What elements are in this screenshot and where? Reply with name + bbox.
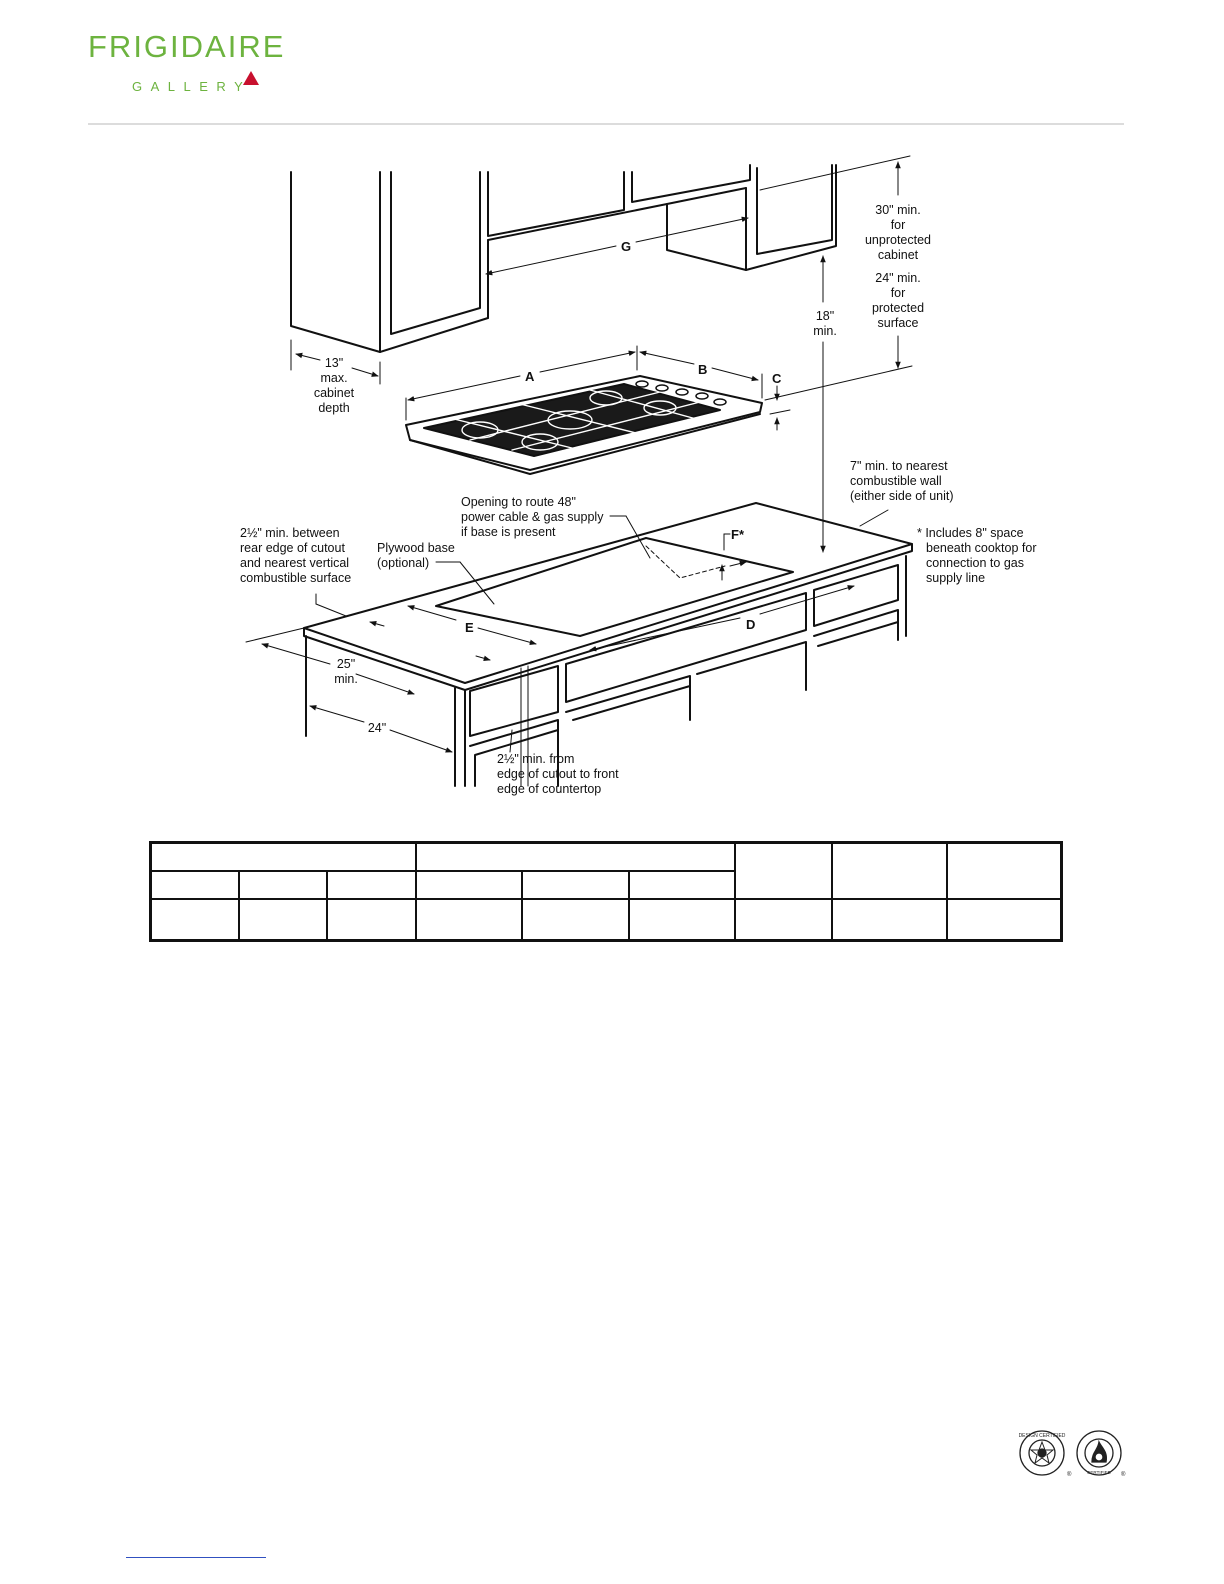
rear-clear-line4: combustible surface bbox=[240, 571, 352, 585]
includes-line2: beneath cooktop for bbox=[926, 541, 1037, 555]
table-head-group2 bbox=[416, 843, 735, 871]
min25-line2: min. bbox=[334, 672, 358, 686]
rear-clear-line3: and nearest vertical bbox=[240, 556, 350, 570]
upper-cabinets bbox=[291, 165, 836, 352]
table-sub-3 bbox=[327, 871, 416, 899]
min24-line1: 24" min. bbox=[875, 271, 921, 285]
aga-badge-text: CERTIFIED bbox=[1087, 1470, 1111, 1475]
cab-depth-line3: cabinet bbox=[313, 386, 355, 400]
min24-line3: protected bbox=[871, 301, 925, 315]
rear-clear-line2: rear edge of cutout bbox=[240, 541, 345, 555]
min30-line2: for bbox=[890, 218, 906, 232]
plywood-line2: (optional) bbox=[377, 556, 430, 570]
front-clear-line1: 2½" min. from bbox=[497, 752, 575, 766]
includes-line4: supply line bbox=[926, 571, 986, 585]
table-head-col8 bbox=[832, 843, 946, 899]
certification-badges bbox=[1018, 1428, 1128, 1480]
countertop bbox=[304, 503, 912, 690]
svg-text:®: ® bbox=[1067, 1472, 1072, 1478]
wall7-line1: 7" min. to nearest bbox=[850, 459, 948, 473]
base-cabinets bbox=[306, 556, 906, 786]
opening-line3: if base is present bbox=[461, 525, 556, 539]
opening-line1: Opening to route 48" bbox=[461, 495, 576, 509]
table-head-col9 bbox=[947, 843, 1062, 899]
plywood-line1: Plywood base bbox=[377, 541, 455, 555]
table-sub-4 bbox=[416, 871, 522, 899]
label-b: B bbox=[698, 362, 708, 377]
table-head-col7 bbox=[735, 843, 833, 899]
table-cell bbox=[327, 899, 416, 941]
dimensions-table bbox=[149, 841, 1063, 942]
min18-line2: min. bbox=[813, 324, 837, 338]
footer-link-underline[interactable] bbox=[126, 1557, 266, 1558]
table-cell bbox=[239, 899, 328, 941]
min30-line4: cabinet bbox=[877, 248, 919, 262]
min24-line4: surface bbox=[877, 316, 919, 330]
wall7-line3: (either side of unit) bbox=[850, 489, 954, 503]
table-cell bbox=[735, 899, 833, 941]
brand-name: FRIGIDAIRE bbox=[88, 29, 286, 64]
label-f: F* bbox=[731, 527, 744, 542]
label-a: A bbox=[525, 369, 535, 384]
table-head-group1 bbox=[151, 843, 416, 871]
table-row bbox=[151, 899, 1062, 941]
includes-line1: * Includes 8" space bbox=[917, 526, 1024, 540]
label-g: G bbox=[621, 239, 632, 254]
csa-badge-text: DESIGN CERTIFIED bbox=[1018, 1433, 1066, 1439]
table-sub-5 bbox=[522, 871, 628, 899]
table-cell bbox=[522, 899, 628, 941]
min24-line2: for bbox=[890, 286, 906, 300]
aga-certified-icon bbox=[1077, 1431, 1126, 1478]
dim-g bbox=[486, 218, 748, 274]
table-sub-1 bbox=[151, 871, 239, 899]
cab-depth-line4: depth bbox=[318, 401, 350, 415]
includes-line3: connection to gas bbox=[926, 556, 1024, 570]
brand-sub: GALLERY bbox=[132, 79, 252, 94]
min18-line1: 18" bbox=[815, 309, 835, 323]
front-clear-line2: edge of cutout to front bbox=[497, 767, 619, 781]
table-cell bbox=[151, 899, 239, 941]
table-cell bbox=[629, 899, 735, 941]
min30-line3: unprotected bbox=[864, 233, 932, 247]
cooktop bbox=[406, 376, 762, 474]
label-c: C bbox=[772, 371, 782, 386]
svg-text:®: ® bbox=[1121, 1472, 1126, 1478]
rear-clear-line1: 2½" min. between bbox=[240, 526, 340, 540]
min30-line1: 30" min. bbox=[875, 203, 921, 217]
min25-line1: 25" bbox=[336, 657, 356, 671]
table-cell bbox=[947, 899, 1062, 941]
table-cell bbox=[832, 899, 946, 941]
table-cell bbox=[416, 899, 522, 941]
wall7-line2: combustible wall bbox=[850, 474, 942, 488]
cab-depth-line1: 13" bbox=[324, 356, 344, 370]
depth24-label: 24" bbox=[367, 721, 387, 735]
csa-design-certified-icon bbox=[1019, 1431, 1072, 1478]
opening-line2: power cable & gas supply bbox=[461, 510, 604, 524]
table-sub-6 bbox=[629, 871, 735, 899]
front-clear-line3: edge of countertop bbox=[497, 782, 602, 796]
label-e: E bbox=[465, 620, 474, 635]
cab-depth-line2: max. bbox=[320, 371, 348, 385]
table-sub-2 bbox=[239, 871, 328, 899]
label-d: D bbox=[746, 617, 756, 632]
